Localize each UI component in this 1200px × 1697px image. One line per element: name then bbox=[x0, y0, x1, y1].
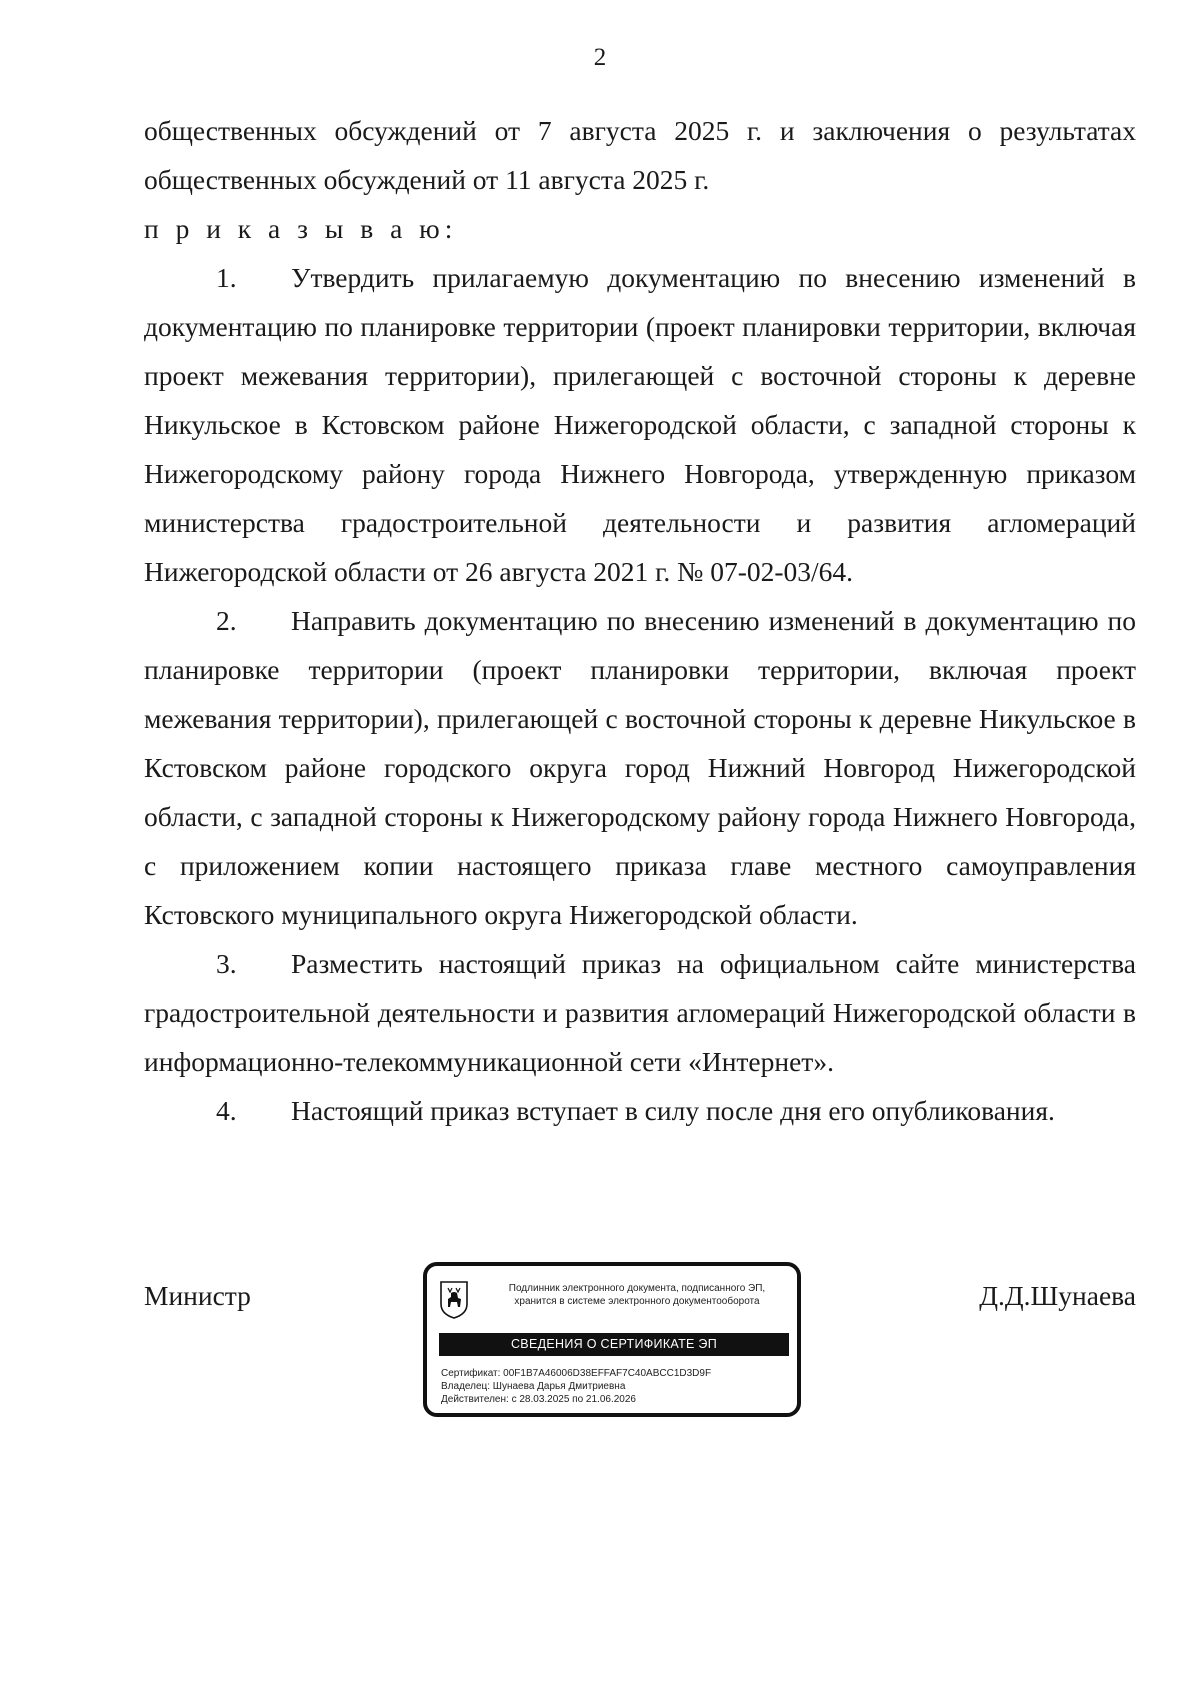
stamp-certificate-details bbox=[441, 1367, 711, 1406]
signatory-position: Министр bbox=[144, 1280, 251, 1311]
signatory-name: Д.Д.Шунаева bbox=[979, 1280, 1136, 1311]
order-item-1 bbox=[144, 253, 1136, 596]
order-item-4 bbox=[144, 1086, 1136, 1135]
stamp-certificate-header: СВЕДЕНИЯ О СЕРТИФИКАТЕ ЭП bbox=[439, 1333, 789, 1356]
order-item-number: 2. bbox=[216, 605, 237, 636]
page-number: 2 bbox=[593, 44, 607, 71]
order-item-number: 3. bbox=[216, 948, 237, 979]
order-item-3 bbox=[144, 939, 1136, 1086]
stamp-note-line: Подлинник электронного документа, подписанного ЭП, bbox=[508, 1283, 766, 1294]
order-item-text: Направить документацию по внесению изменений в документацию по планировке территории (проект планировки территории, включая проект межевания территории), прилегающей с восточной стороны к деревне Никульское в Кстовском районе городского округа город Нижний Новгород Нижегородской области, с западной стороны к Нижегородскому району города Нижнего Новгорода, с приложением копии настоящего приказа главе местного самоуправления Кстовского муниципального округа Нижегородской области. bbox=[144, 605, 1136, 930]
stamp-certificate-id: Сертификат: 00F1B7A46006D38EFFAF7C40ABCC1D3D9F bbox=[441, 1368, 712, 1379]
intro-paragraph: общественных обсуждений от 7 августа 2025 г. и заключения о результатах общественных обсуждений от 11 августа 2025 г. bbox=[144, 115, 1136, 195]
decree-word: п р и к а з ы в а ю: bbox=[144, 213, 458, 244]
nizhny-novgorod-deer-emblem-icon bbox=[439, 1280, 469, 1320]
order-item-number: 4. bbox=[216, 1095, 237, 1126]
electronic-signature-stamp bbox=[423, 1262, 801, 1417]
order-item-text: Разместить настоящий приказ на официальном сайте министерства градостроительной деятельности и развития агломераций Нижегородской области в информационно-телекоммуникационной сети «Интернет». bbox=[144, 948, 1136, 1077]
stamp-validity: Действителен: с 28.03.2025 по 21.06.2026 bbox=[441, 1394, 636, 1405]
document-body bbox=[144, 106, 1136, 1135]
stamp-note-line: хранится в системе электронного документооборота bbox=[514, 1296, 760, 1307]
order-item-2 bbox=[144, 596, 1136, 939]
order-item-text: Настоящий приказ вступает в силу после дня его опубликования. bbox=[291, 1095, 1055, 1126]
order-item-number: 1. bbox=[216, 262, 237, 293]
stamp-owner: Владелец: Шунаева Дарья Дмитриевна bbox=[441, 1381, 626, 1392]
order-item-text: Утвердить прилагаемую документацию по внесению изменений в документацию по планировке территории (проект планировки территории, включая проект межевания территории), прилегающей с восточной стороны к деревне Никульское в Кстовском районе Нижегородской области, с западной стороны к Нижегородскому району города Нижнего Новгорода, утвержденную приказом министерства градостроительной деятельности и развития агломераций Нижегородской области от 26 августа 2021 г. № 07-02-03/64. bbox=[144, 262, 1136, 587]
stamp-note bbox=[482, 1282, 792, 1308]
